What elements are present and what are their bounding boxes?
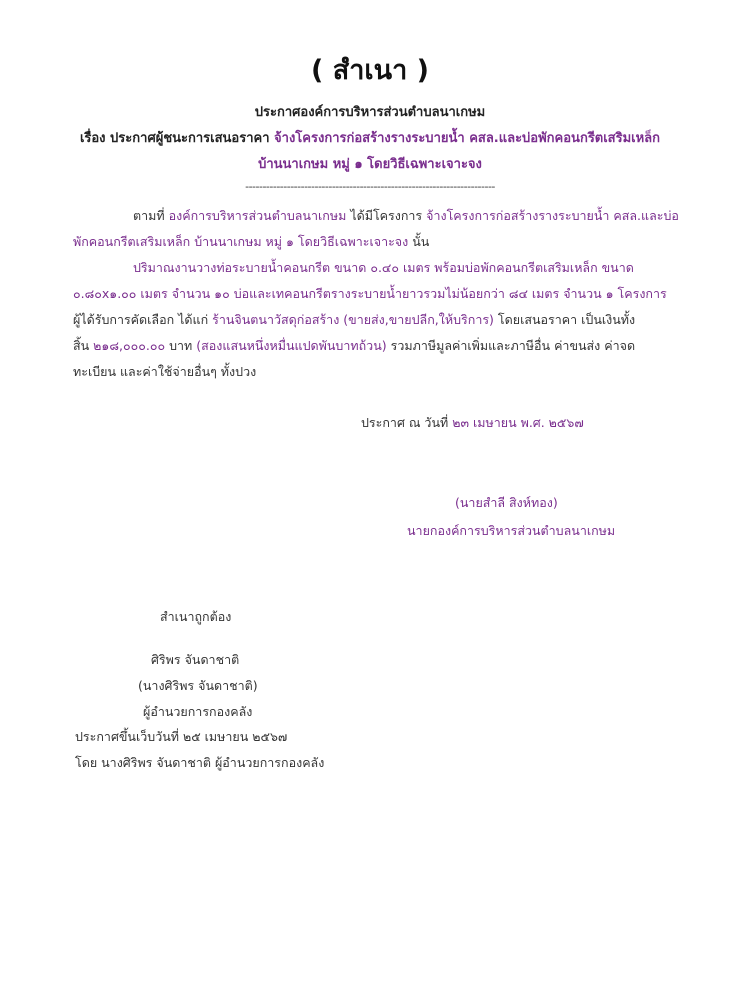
paragraph-2-line-2: ๐.๘๐x๑.๐๐ เมตร จำนวน ๑๐ บ่อและเทคอนกรีตรางระบายน้ำยาวรวมไม่น้อยกว่า ๘๔ เมตร จำนวน ๑ โครงการ [73,286,667,301]
announce-date: ๒๓ เมษายน พ.ศ. ๒๕๖๗ [452,415,584,430]
heading-subject [0,127,740,148]
certify-name: (นางศิริพร จันดาชาติ) [138,678,258,693]
heading-organization [0,101,740,122]
certify-label: สำเนาถูกต้อง [160,609,232,624]
certify-position: ผู้อำนวยการกองคลัง [143,704,253,719]
p1-project-name: จ้างโครงการก่อสร้างรางระบายน้ำ คสล.และบ่อ [426,208,679,223]
paragraph-2-line-3 [73,310,635,330]
paragraph-1-line-1 [133,206,679,226]
signer-name: (นายสำลี สิงห์ทอง) [455,495,558,510]
heading-subject-prefix: เรื่อง ประกาศผู้ชนะการเสนอราคา [79,131,270,146]
announce-label: ประกาศ ณ วันที่ [361,415,449,430]
paragraph-2-line-5: ทะเบียน และค่าใช้จ่ายอื่นๆ ทั้งปวง [73,364,257,379]
p2-tax-note: รวมภาษีมูลค่าเพิ่มและภาษีอื่น ค่าขนส่ง ค่าจด [390,338,636,353]
p2-amount: ๒๑๘,๐๐๐.๐๐ [93,338,166,353]
p1-project-name-cont: พักคอนกรีตเสริมเหล็ก บ้านนาเกษม หมู่ ๑ โดยวิธีเฉพาะเจาะจง [73,234,409,249]
divider: ------------------------------------------------------------------------ [245,180,495,193]
certify-posted-by: โดย นางศิริพร จันดาชาติ ผู้อำนวยการกองคลัง [75,755,325,770]
p2-total-label: สิ้น [73,338,90,353]
paragraph-1-line-2 [73,232,429,252]
signer-position: นายกองค์การบริหารส่วนตำบลนาเกษม [407,523,616,538]
p2-amount-words: (สองแสนหนึ่งหมื่นแปดพันบาทถ้วน) [196,338,387,353]
p1-text-c: ได้มีโครงการ [350,208,423,223]
p2-currency: บาท [169,338,193,353]
document-title: ( สำเนา ) [311,55,429,86]
p1-text-a: ตามที่ [133,208,165,223]
certify-posted-date: ประกาศขึ้นเว็บวันที่ ๒๕ เมษายน ๒๕๖๗ [75,729,288,744]
paragraph-2-line-1: ปริมาณงานวางท่อระบายน้ำคอนกรีต ขนาด ๐.๔๐ เมตร พร้อมบ่อพักคอนกรีตเสริมเหล็ก ขนาด [133,260,634,275]
heading-subject-project: จ้างโครงการก่อสร้างรางระบายน้ำ คสล.และบ่อพักคอนกรีตเสริมเหล็ก [274,131,661,146]
heading-org-text: ประกาศองค์การบริหารส่วนตำบลนาเกษม [254,105,486,120]
p2-winner-label: ผู้ได้รับการคัดเลือก ได้แก่ [73,312,209,327]
p1-org-name: องค์การบริหารส่วนตำบลนาเกษม [168,208,347,223]
heading-subject-line2: บ้านนาเกษม หมู่ ๑ โดยวิธีเฉพาะเจาะจง [258,157,482,172]
paragraph-2-line-4 [73,336,635,356]
p1-text-end: นั้น [412,234,430,249]
p2-offer-text: โดยเสนอราคา เป็นเงินทั้ง [497,312,636,327]
announce-date-line [361,413,584,433]
p2-winner-name: ร้านจินตนาวัสดุก่อสร้าง (ขายส่ง,ขายปลีก,ให้บริการ) [212,312,494,327]
certify-signature: ศิริพร จันดาชาติ [151,652,240,667]
